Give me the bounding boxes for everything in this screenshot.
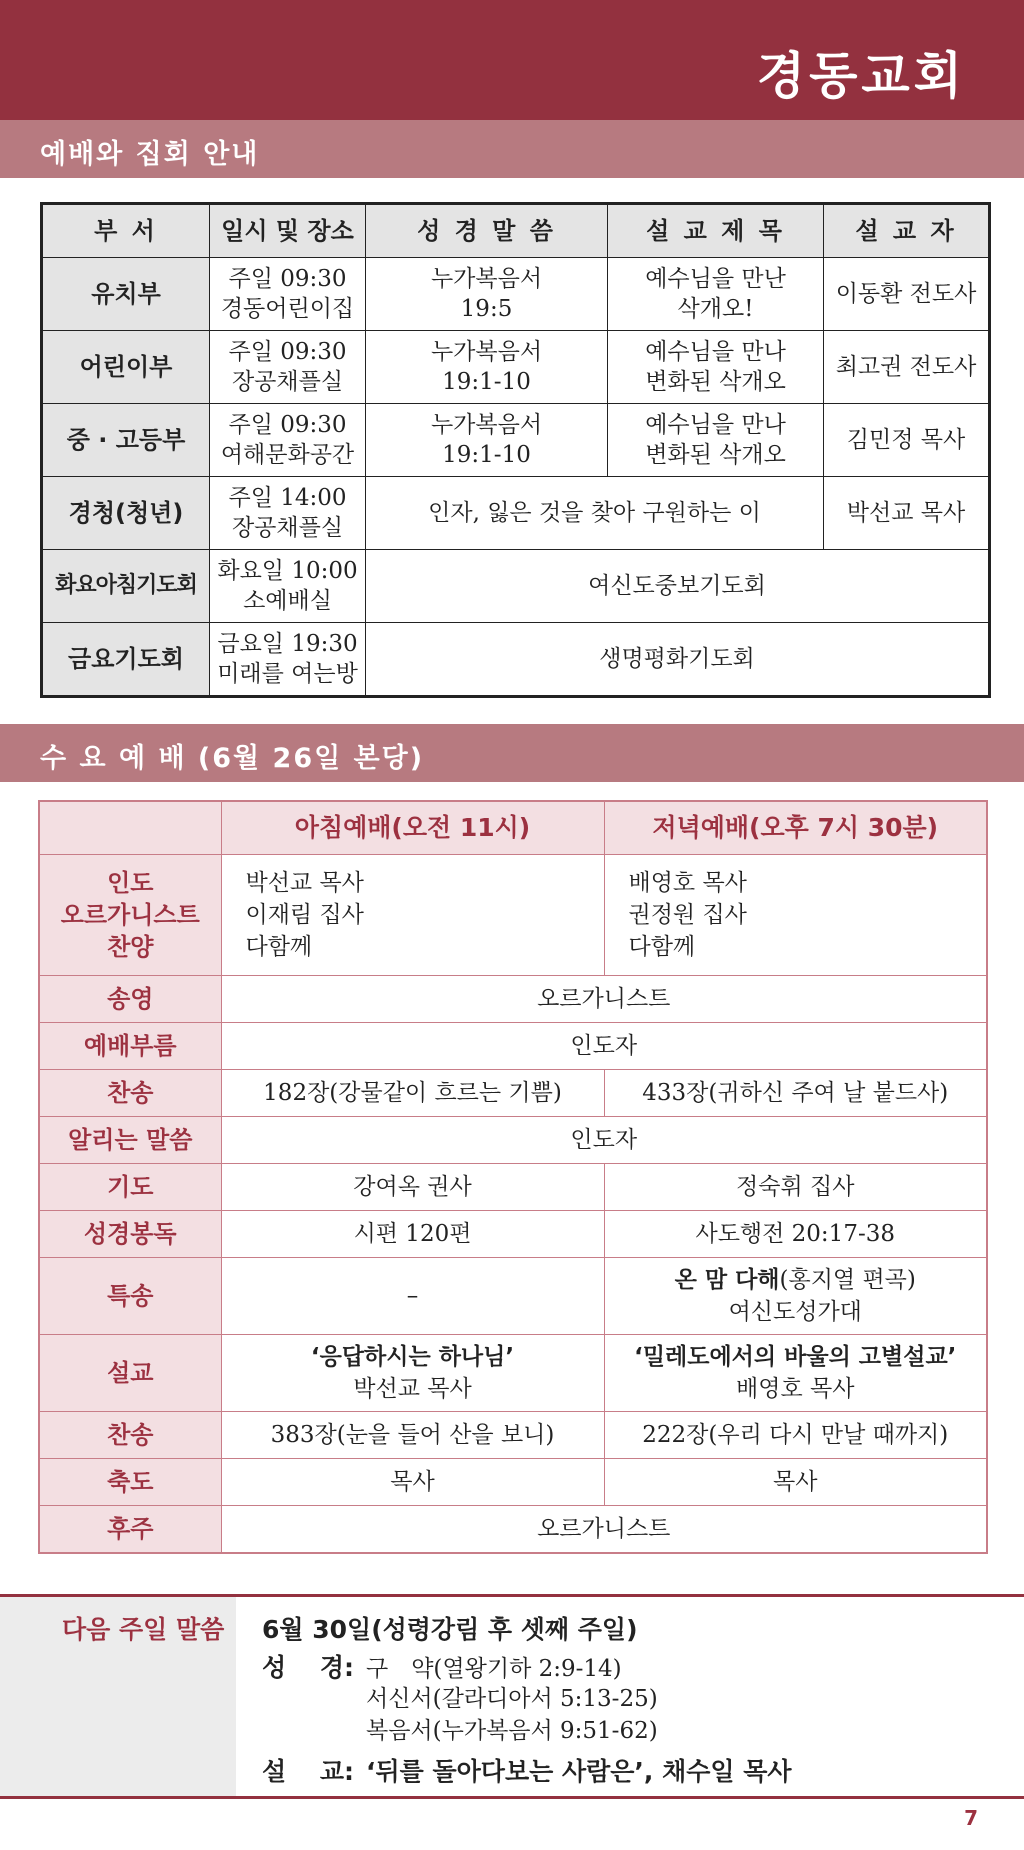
merged-cell: 오르가니스트 [221, 1506, 987, 1554]
scripture-line [366, 1712, 658, 1745]
time: 화요일 10:00 [217, 558, 358, 584]
scripture-cell [366, 258, 608, 331]
row-label: 찬송 [39, 1412, 221, 1459]
dept-cell: 어린이부 [42, 331, 210, 404]
table-row [42, 258, 990, 331]
sermon-title-cell [608, 258, 824, 331]
time-place-cell [210, 258, 366, 331]
role-person: 배영호 목사 [628, 870, 747, 896]
row-label: 알리는 말씀 [39, 1117, 221, 1164]
evening-cell: 222장(우리 다시 만날 때까지) [604, 1412, 987, 1459]
merged-program-cell: 여신도중보기도회 [366, 550, 990, 623]
special-song-title: 온 맘 다해 [674, 1267, 780, 1293]
table-row [42, 623, 990, 697]
section-bar-services [0, 120, 1024, 178]
special-song-choir: 여신도성가대 [728, 1299, 862, 1325]
row-label: 찬송 [39, 1070, 221, 1117]
preacher-cell: 김민정 목사 [824, 404, 990, 477]
scripture-line [366, 1680, 658, 1713]
scripture-ot: 구 약(열왕기하 2:9-14) [366, 1656, 622, 1682]
time: 주일 14:00 [228, 485, 347, 511]
row-label: 송영 [39, 976, 221, 1023]
preacher-cell: 최고권 전도사 [824, 331, 990, 404]
role-person: 다함께 [245, 934, 313, 960]
time-place-cell [210, 331, 366, 404]
time: 주일 09:30 [228, 266, 347, 292]
preacher-cell: 박선교 목사 [824, 477, 990, 550]
role-person: 이재림 집사 [245, 902, 364, 928]
row-label: 특송 [39, 1258, 221, 1335]
sermon-title-line: 예수님을 만나 [645, 412, 786, 438]
table-row [39, 1258, 987, 1335]
scripture-verse: 19:1-10 [442, 442, 531, 468]
morning-cell: 시편 120편 [221, 1211, 604, 1258]
sermon-info: ‘뒤를 돌아다보는 사람은’, 채수일 목사 [366, 1757, 792, 1786]
col-header: 일시 및 장소 [210, 204, 366, 258]
table-header-row [42, 204, 990, 258]
table-row [39, 1506, 987, 1554]
role-person: 다함께 [628, 934, 696, 960]
evening-cell: 목사 [604, 1459, 987, 1506]
scripture-cell [366, 404, 608, 477]
morning-cell: 383장(눈을 들어 산을 보니) [221, 1412, 604, 1459]
sermon-preacher: 배영호 목사 [736, 1376, 855, 1402]
dept-cell: 경청(청년) [42, 477, 210, 550]
wednesday-service-table [38, 800, 988, 1554]
col-header: 성 경 말 씀 [366, 204, 608, 258]
table-row [39, 1335, 987, 1412]
evening-cell [604, 1258, 987, 1335]
scripture-book: 누가복음서 [430, 412, 543, 438]
time-place-cell [210, 404, 366, 477]
scripture-line [262, 1648, 622, 1684]
sermon-key: 설 교: [262, 1757, 355, 1786]
scripture-verse: 19:1-10 [442, 369, 531, 395]
sermon-title-line: 예수님을 만나 [645, 339, 786, 365]
time: 주일 09:30 [228, 412, 347, 438]
place: 소예배실 [243, 588, 332, 614]
sermon-title: ‘밀레도에서의 바울의 고별설교’ [634, 1344, 957, 1370]
table-row [39, 1412, 987, 1459]
table-row [42, 477, 990, 550]
scripture-gospel: 복음서(누가복음서 9:51-62) [366, 1718, 658, 1744]
evening-roles [604, 855, 987, 976]
role-label: 오르가니스트 [60, 901, 200, 929]
col-header-morning: 아침예배(오전 11시) [221, 801, 604, 855]
scripture-cell [366, 331, 608, 404]
evening-cell: 사도행전 20:17-38 [604, 1211, 987, 1258]
scripture-epistle: 서신서(갈라디아서 5:13-25) [366, 1686, 658, 1712]
merged-cell: 인도자 [221, 1117, 987, 1164]
section-title: 예배와 집회 안내 [40, 139, 260, 170]
morning-cell: 목사 [221, 1459, 604, 1506]
col-header: 부 서 [42, 204, 210, 258]
place: 여해문화공간 [220, 442, 355, 468]
special-song [611, 1264, 981, 1296]
role-label: 찬양 [107, 933, 154, 961]
morning-cell [221, 1335, 604, 1412]
scripture-book: 누가복음서 [430, 266, 543, 292]
merged-sermon-cell: 인자, 잃은 것을 찾아 구원하는 이 [366, 477, 824, 550]
place: 경동어린이집 [220, 296, 355, 322]
table-row [42, 331, 990, 404]
dept-cell: 화요아침기도회 [42, 550, 210, 623]
evening-cell: 433장(귀하신 주여 날 붙드사) [604, 1070, 987, 1117]
sermon-title-line: 삭개오! [677, 296, 754, 322]
table-row [42, 550, 990, 623]
merged-program-cell: 생명평화기도회 [366, 623, 990, 697]
evening-cell [604, 1335, 987, 1412]
place: 장공채플실 [231, 515, 344, 541]
place: 장공채플실 [231, 369, 344, 395]
sermon-title-line: 변화된 삭개오 [645, 369, 786, 395]
dept-cell: 중 · 고등부 [42, 404, 210, 477]
sermon-title-cell [608, 404, 824, 477]
table-row [42, 404, 990, 477]
scripture-key: 성 경: [262, 1653, 355, 1682]
row-label [39, 855, 221, 976]
table-row [39, 1211, 987, 1258]
dept-cell: 유치부 [42, 258, 210, 331]
next-sunday-heading: 6월 30일(성령강림 후 셋째 주일) [262, 1615, 638, 1644]
row-label: 성경봉독 [39, 1211, 221, 1258]
sermon-title-cell [608, 331, 824, 404]
sermon-title: ‘응답하시는 하나님’ [310, 1344, 515, 1370]
merged-cell: 오르가니스트 [221, 976, 987, 1023]
table-row [39, 1070, 987, 1117]
header-bar [0, 0, 1024, 120]
time-place-cell [210, 477, 366, 550]
scripture-book: 누가복음서 [430, 339, 543, 365]
table-row [39, 976, 987, 1023]
table-header-row [39, 801, 987, 855]
row-label: 후주 [39, 1506, 221, 1554]
col-header-evening: 저녁예배(오후 7시 30분) [604, 801, 987, 855]
special-song-arranger: (홍지열 편곡) [779, 1267, 916, 1293]
page-number: 7 [964, 1806, 978, 1830]
role-person: 박선교 목사 [245, 870, 364, 896]
table-row [39, 1117, 987, 1164]
table-row [39, 1459, 987, 1506]
sermon-preacher: 박선교 목사 [353, 1376, 472, 1402]
evening-cell: 정숙휘 집사 [604, 1164, 987, 1211]
preacher-cell: 이동환 전도사 [824, 258, 990, 331]
row-label: 기도 [39, 1164, 221, 1211]
merged-cell: 인도자 [221, 1023, 987, 1070]
church-name: 경동교회 [756, 46, 966, 105]
time-place-cell [210, 623, 366, 697]
role-person: 권정원 집사 [628, 902, 747, 928]
row-label: 설교 [39, 1335, 221, 1412]
next-sunday-label: 다음 주일 말씀 [62, 1615, 225, 1644]
sermon-title-line: 변화된 삭개오 [645, 442, 786, 468]
divider [0, 1796, 1024, 1799]
time: 주일 09:30 [228, 339, 347, 365]
time-place-cell [210, 550, 366, 623]
sermon-line [262, 1752, 792, 1788]
morning-cell: – [221, 1258, 604, 1335]
morning-roles [221, 855, 604, 976]
morning-cell: 182장(강물같이 흐르는 기쁨) [221, 1070, 604, 1117]
place: 미래를 여는방 [217, 661, 358, 687]
morning-cell: 강여옥 권사 [221, 1164, 604, 1211]
scripture-verse: 19:5 [460, 296, 513, 322]
col-header: 설 교 제 목 [608, 204, 824, 258]
section-bar-wednesday [0, 724, 1024, 782]
role-label: 인도 [107, 869, 154, 897]
col-header: 설 교 자 [824, 204, 990, 258]
sermon-title-line: 예수님을 만난 [645, 266, 786, 292]
dept-cell: 금요기도회 [42, 623, 210, 697]
row-label: 축도 [39, 1459, 221, 1506]
time: 금요일 19:30 [217, 631, 358, 657]
table-row [39, 1023, 987, 1070]
services-table [40, 202, 991, 698]
table-row [39, 855, 987, 976]
corner-cell [39, 801, 221, 855]
row-label: 예배부름 [39, 1023, 221, 1070]
section-title: 수 요 예 배 (6월 26일 본당) [40, 743, 425, 774]
table-row [39, 1164, 987, 1211]
